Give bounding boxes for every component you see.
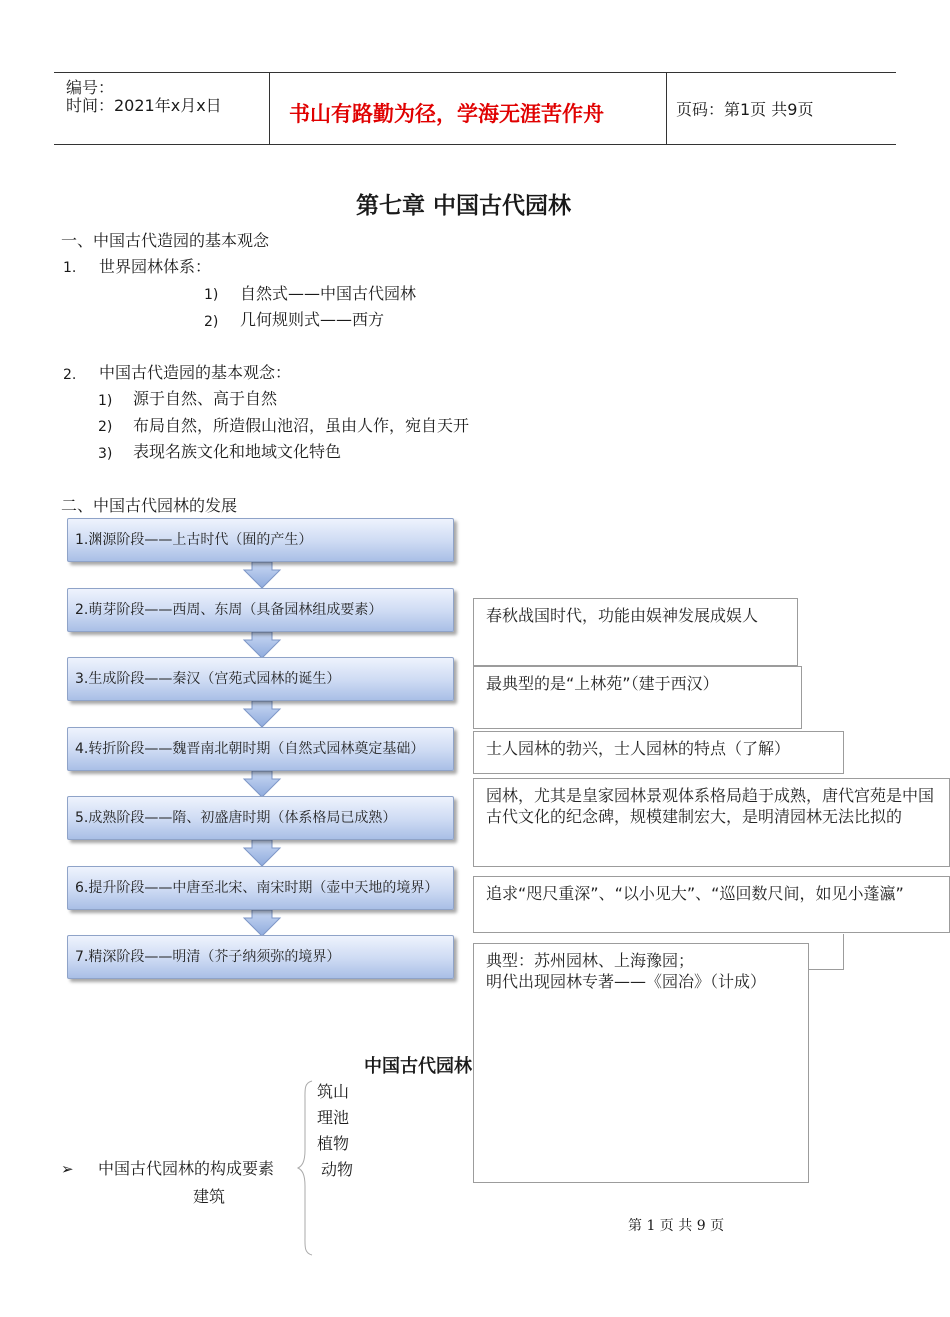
chapter-title: 第七章 中国古代园林 <box>356 193 572 219</box>
header-time-label: 时间：2021年x月x日 <box>66 96 222 115</box>
stage-3: 3.生成阶段——秦汉（宫苑式园林的诞生） <box>67 657 454 701</box>
item2-sub2-text: 布局自然，所造假山池沼，虽由人作，宛自天开 <box>133 416 470 435</box>
stage-4: 4.转折阶段——魏晋南北朝时期（自然式园林奠定基础） <box>67 727 454 771</box>
section2-heading: 二、中国古代园林的发展 <box>61 496 238 515</box>
note-stage-4: 士人园林的勃兴，士人园林的特点（了解） <box>473 731 844 774</box>
item2-sub3-number: 3) <box>98 446 113 462</box>
note-stage-7: 典型：苏州园林、上海豫园； 明代出现园林专著——《园冶》（计成） <box>473 943 809 1183</box>
page-footer: 第 1 页 共 9 页 <box>628 1218 725 1234</box>
stage-1: 1.渊源阶段——上古时代（囿的产生） <box>67 518 454 562</box>
element-1: 筑山 <box>317 1082 350 1101</box>
header-number-label: 编号： <box>66 78 115 97</box>
element-2: 理池 <box>317 1108 350 1127</box>
item2-label: 中国古代造园的基本观念： <box>99 363 292 382</box>
stage-7: 7.精深阶段——明清（芥子纳须弥的境界） <box>67 935 454 979</box>
stage-2: 2.萌芽阶段——西周、东周（具备园林组成要素） <box>67 588 454 632</box>
flow-arrow-2 <box>244 632 280 658</box>
item1-sub1-number: 1) <box>204 287 219 303</box>
flow-arrow-5 <box>244 840 280 866</box>
note-stage-6: 追求“咫尺重深”、“以小见大”、“巡回数尺间，如见小蓬瀛” <box>473 876 950 933</box>
header-motto: 书山有路勤为径，学海无涯苦作舟 <box>289 102 604 126</box>
item2-sub1-number: 1) <box>98 393 113 409</box>
header-bottom-rule <box>54 144 896 145</box>
header-top-rule <box>54 72 896 73</box>
item2-sub3-text: 表现名族文化和地域文化特色 <box>133 442 342 461</box>
header-divider-1 <box>269 72 270 145</box>
element-5: 建筑 <box>193 1187 226 1206</box>
note-stage-5: 园林，尤其是皇家园林景观体系格局趋于成熟，唐代宫苑是中国古代文化的纪念碑，规模建制宏大，是明清园林无法比拟的 <box>473 778 950 867</box>
note-edge-line <box>843 934 844 970</box>
flow-arrow-4 <box>244 771 280 797</box>
stage-5: 5.成熟阶段——隋、初盛唐时期（体系格局已成熟） <box>67 796 454 840</box>
note-stage-2: 春秋战国时代，功能由娱神发展成娱人 <box>473 598 798 666</box>
header-page-label: 页码：第1页 共9页 <box>676 100 814 119</box>
item1-sub2-number: 2) <box>204 314 219 330</box>
element-4: 动物 <box>321 1160 354 1179</box>
composition-brace <box>296 1080 314 1256</box>
item1-sub1-text: 自然式——中国古代园林 <box>240 284 417 303</box>
stage-6: 6.提升阶段——中唐至北宋、南宋时期（壶中天地的境界） <box>67 866 454 910</box>
item2-sub1-text: 源于自然、高于自然 <box>133 389 278 408</box>
section3-bullet: ➢ <box>61 1160 74 1178</box>
section1-heading: 一、中国古代造园的基本观念 <box>61 231 270 250</box>
flow-arrow-3 <box>244 701 280 727</box>
section3-label: 中国古代园林的构成要素 <box>98 1159 275 1178</box>
item1-sub2-text: 几何规则式——西方 <box>240 310 385 329</box>
item1-number: 1. <box>63 260 77 276</box>
item2-number: 2. <box>63 367 77 383</box>
note-stage-3: 最典型的是“上林苑”（建于西汉） <box>473 666 802 729</box>
flow-arrow-1 <box>244 562 280 588</box>
flow-arrow-6 <box>244 910 280 936</box>
note-edge-bottom <box>808 969 844 970</box>
section3-heading: 中国古代园林 <box>364 1056 472 1077</box>
item1-label: 世界园林体系： <box>99 257 212 276</box>
header-divider-2 <box>666 72 667 145</box>
item2-sub2-number: 2) <box>98 419 113 435</box>
element-3: 植物 <box>317 1134 350 1153</box>
